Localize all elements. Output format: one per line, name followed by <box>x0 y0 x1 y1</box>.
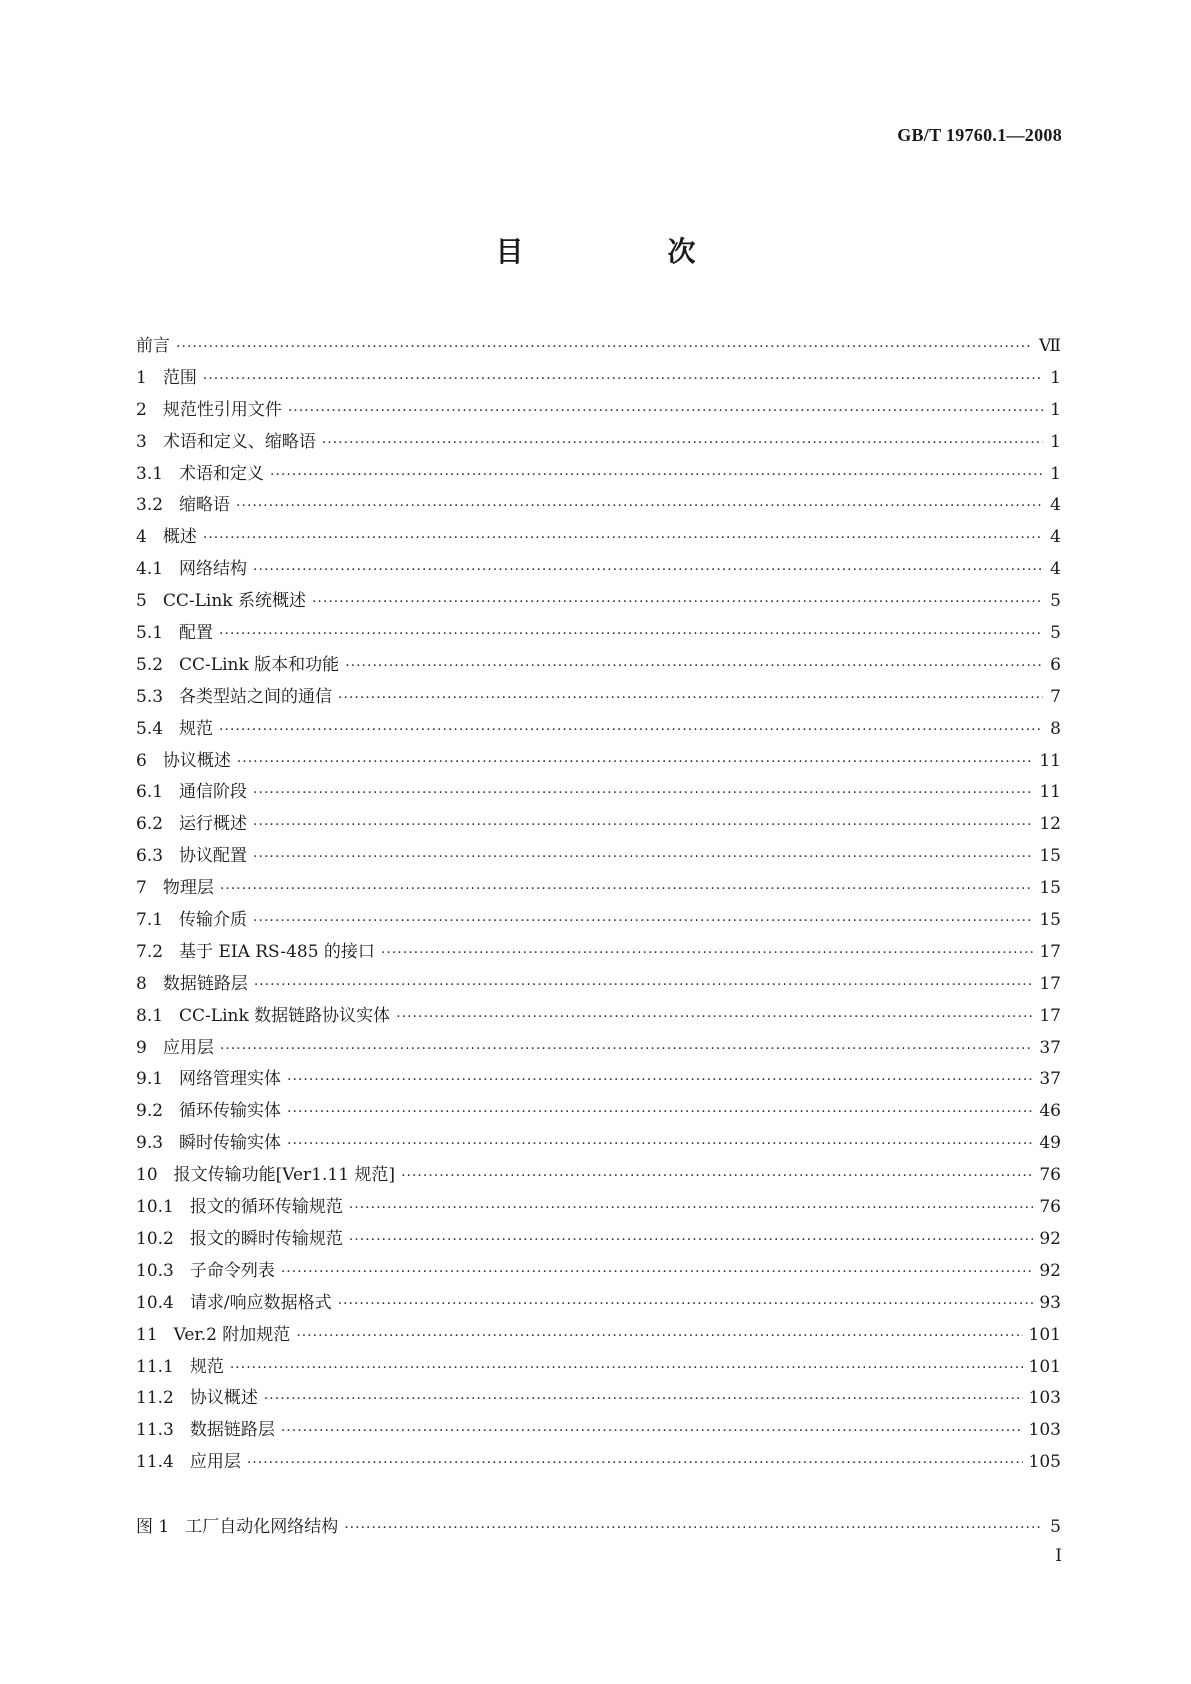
toc-entry-number: 7.1 <box>136 910 164 931</box>
toc-entry[interactable] <box>136 1001 1061 1033</box>
dot-leader <box>253 849 1033 865</box>
toc-entry-label: 各类型站之间的通信 <box>179 686 333 707</box>
toc-entry-label: 基于 EIA RS-485 的接口 <box>179 941 375 962</box>
toc-entry[interactable] <box>136 490 1061 522</box>
dot-leader <box>254 977 1034 993</box>
dot-leader <box>349 1232 1034 1248</box>
figure-entry-number: 图 1 <box>136 1517 170 1537</box>
toc-entry-page: 76 <box>1039 1197 1061 1218</box>
toc-entry-label: CC-Link 数据链路协议实体 <box>179 1005 391 1026</box>
toc-entry-page: 17 <box>1039 941 1061 962</box>
toc-entry-page: 103 <box>1028 1388 1061 1409</box>
toc-entry-page: 17 <box>1039 1005 1061 1026</box>
dot-leader <box>312 594 1043 610</box>
toc-entry-page: 101 <box>1028 1356 1061 1377</box>
toc-entry-number: 11.4 <box>136 1452 174 1473</box>
toc-entry-number: 3.2 <box>136 495 164 516</box>
dot-leader <box>237 754 1034 770</box>
toc-entry-number: 7.2 <box>136 941 164 962</box>
dot-leader <box>349 1200 1034 1216</box>
toc-entry[interactable] <box>136 873 1061 905</box>
dot-leader <box>345 658 1043 674</box>
toc-entry-label: 缩略语 <box>179 495 231 516</box>
toc-entry-label: 物理层 <box>162 878 214 899</box>
figure-entry-page: 5 <box>1050 1517 1061 1537</box>
toc-entry-label: 协议概述 <box>189 1388 258 1409</box>
toc-entry-label: CC-Link 系统概述 <box>162 591 306 612</box>
toc-entry[interactable] <box>136 1160 1061 1192</box>
toc-entry-label: 报文的瞬时传输规范 <box>189 1228 343 1249</box>
toc-entry-number: 6 <box>136 750 147 771</box>
dot-leader <box>264 1391 1023 1407</box>
toc-entry[interactable] <box>136 841 1061 873</box>
toc-entry[interactable] <box>136 586 1061 618</box>
toc-entry-number: 10.2 <box>136 1228 174 1249</box>
toc-entry-label: 网络结构 <box>179 559 248 580</box>
dot-leader <box>322 435 1043 451</box>
toc-entry[interactable] <box>136 363 1061 395</box>
toc-entry-number: 5.4 <box>136 718 164 739</box>
toc-entry-number: 9.3 <box>136 1133 164 1154</box>
toc-entry-label: 规范 <box>179 718 214 739</box>
toc-entry-number: 4.1 <box>136 559 164 580</box>
toc-entry-page: 92 <box>1039 1228 1061 1249</box>
standard-code: GB/T 19760.1—2008 <box>897 125 1062 145</box>
toc-entry-label: 报文传输功能[Ver1.11 规范] <box>173 1165 396 1186</box>
toc-entry-number: 7 <box>136 878 147 899</box>
toc-entry[interactable] <box>136 1320 1061 1352</box>
toc-entry-number: 4 <box>136 527 147 548</box>
toc-entry-number: 6.1 <box>136 782 164 803</box>
toc-entry-number: 10 <box>136 1165 158 1186</box>
figure-entry[interactable] <box>136 1512 1061 1544</box>
toc-entry-label: 术语和定义 <box>179 463 265 484</box>
toc-entry-page: 93 <box>1039 1292 1061 1313</box>
dot-leader <box>230 1360 1023 1376</box>
dot-leader <box>247 1455 1023 1471</box>
toc-entry-label: 前言 <box>136 336 170 356</box>
toc-entry[interactable] <box>136 682 1061 714</box>
toc-entry[interactable] <box>136 522 1061 554</box>
toc-entry-number: 10.3 <box>136 1260 174 1281</box>
toc-entry-label: 子命令列表 <box>189 1260 275 1281</box>
toc-entry-number: 11.3 <box>136 1420 174 1441</box>
dot-leader <box>203 371 1043 387</box>
toc-entry-number: 8.1 <box>136 1005 164 1026</box>
toc-entry-number: 6.3 <box>136 846 164 867</box>
table-of-contents <box>136 331 1061 1479</box>
toc-entry[interactable] <box>136 905 1061 937</box>
toc-entry-page: 4 <box>1050 495 1061 516</box>
figure-list <box>136 1512 1061 1544</box>
toc-entry-page: 1 <box>1050 399 1061 420</box>
toc-entry-number: 10.1 <box>136 1197 174 1218</box>
toc-entry-label: 规范 <box>189 1356 224 1377</box>
dot-leader <box>287 1136 1033 1152</box>
toc-entry-page: Ⅶ <box>1039 336 1061 356</box>
toc-entry-number: 9.2 <box>136 1101 164 1122</box>
toc-entry-label: 网络管理实体 <box>179 1069 282 1090</box>
toc-entry[interactable] <box>136 459 1061 491</box>
toc-entry-label: 规范性引用文件 <box>162 399 282 420</box>
toc-entry-label: 数据链路层 <box>189 1420 275 1441</box>
page-title: 目 次 <box>495 235 754 268</box>
toc-entry-number: 8 <box>136 973 147 994</box>
dot-leader <box>219 626 1043 642</box>
toc-entry[interactable] <box>136 1192 1061 1224</box>
toc-entry[interactable] <box>136 1415 1061 1447</box>
toc-entry-label: 通信阶段 <box>179 782 248 803</box>
toc-entry-page: 1 <box>1050 367 1061 388</box>
toc-entry-page: 46 <box>1039 1101 1061 1122</box>
toc-entry-page: 15 <box>1039 910 1061 931</box>
toc-entry-number: 1 <box>136 367 147 388</box>
toc-entry-number: 5 <box>136 591 147 612</box>
toc-entry-number: 5.3 <box>136 686 164 707</box>
toc-entry-label: 应用层 <box>162 1037 214 1058</box>
dot-leader <box>253 913 1033 929</box>
toc-entry-label: 请求/响应数据格式 <box>189 1292 332 1313</box>
toc-entry[interactable] <box>136 618 1061 650</box>
dot-leader <box>281 1423 1023 1439</box>
dot-leader <box>288 403 1043 419</box>
dot-leader <box>236 498 1043 514</box>
toc-entry[interactable] <box>136 1288 1061 1320</box>
toc-entry-label: 范围 <box>162 367 197 388</box>
page-number: Ⅰ <box>1055 1546 1062 1566</box>
toc-entry-number: 9.1 <box>136 1069 164 1090</box>
dot-leader <box>220 1041 1034 1057</box>
toc-entry-page: 92 <box>1039 1260 1061 1281</box>
dot-leader <box>253 817 1033 833</box>
toc-entry[interactable] <box>136 714 1061 746</box>
dot-leader <box>338 690 1043 706</box>
toc-entry-label: 运行概述 <box>179 814 248 835</box>
toc-entry-page: 15 <box>1039 846 1061 867</box>
toc-entry-number: 5.2 <box>136 654 164 675</box>
toc-entry[interactable] <box>136 937 1061 969</box>
toc-entry-number: 3 <box>136 431 147 452</box>
toc-entry-page: 37 <box>1039 1037 1061 1058</box>
toc-entry-page: 7 <box>1050 686 1061 707</box>
toc-entry-page: 37 <box>1039 1069 1061 1090</box>
toc-entry-label: 协议概述 <box>162 750 231 771</box>
toc-entry-number: 3.1 <box>136 463 164 484</box>
dot-leader <box>344 1520 1043 1536</box>
toc-entry[interactable] <box>136 427 1061 459</box>
toc-entry-page: 5 <box>1050 591 1061 612</box>
toc-entry-number: 11 <box>136 1324 158 1345</box>
dot-leader <box>287 1072 1033 1088</box>
toc-entry-label: 协议配置 <box>179 846 248 867</box>
dot-leader <box>203 530 1043 546</box>
toc-entry-page: 8 <box>1050 718 1061 739</box>
toc-entry[interactable] <box>136 650 1061 682</box>
toc-entry-page: 17 <box>1039 973 1061 994</box>
toc-entry-label: 传输介质 <box>179 910 248 931</box>
toc-entry[interactable] <box>136 554 1061 586</box>
dot-leader <box>281 1264 1034 1280</box>
dot-leader <box>338 1296 1034 1312</box>
toc-entry[interactable] <box>136 1447 1061 1479</box>
toc-entry-label: 报文的循环传输规范 <box>189 1197 343 1218</box>
toc-entry[interactable] <box>136 1096 1061 1128</box>
toc-entry[interactable] <box>136 1224 1061 1256</box>
dot-leader <box>401 1168 1033 1184</box>
toc-entry[interactable] <box>136 1128 1061 1160</box>
toc-entry-number: 5.1 <box>136 623 164 644</box>
toc-entry-page: 1 <box>1050 463 1061 484</box>
toc-entry-page: 4 <box>1050 527 1061 548</box>
toc-entry-page: 11 <box>1039 782 1061 803</box>
toc-entry-number: 6.2 <box>136 814 164 835</box>
toc-entry-label: 瞬时传输实体 <box>179 1133 282 1154</box>
dot-leader <box>381 945 1033 961</box>
toc-entry[interactable] <box>136 1383 1061 1415</box>
toc-entry-number: 11.2 <box>136 1388 174 1409</box>
toc-entry-page: 15 <box>1039 878 1061 899</box>
toc-entry[interactable] <box>136 331 1061 363</box>
toc-entry-number: 10.4 <box>136 1292 174 1313</box>
toc-entry-label: 应用层 <box>189 1452 241 1473</box>
toc-entry[interactable] <box>136 1064 1061 1096</box>
toc-entry-page: 1 <box>1050 431 1061 452</box>
toc-entry[interactable] <box>136 1352 1061 1384</box>
toc-entry-page: 101 <box>1028 1324 1061 1345</box>
toc-entry-number: 9 <box>136 1037 147 1058</box>
toc-entry-page: 6 <box>1050 654 1061 675</box>
toc-entry-page: 11 <box>1039 750 1061 771</box>
toc-entry-page: 4 <box>1050 559 1061 580</box>
dot-leader <box>176 339 1033 355</box>
toc-entry-page: 103 <box>1028 1420 1061 1441</box>
figure-entry-label: 工厂自动化网络结构 <box>185 1517 339 1537</box>
toc-entry-page: 12 <box>1039 814 1061 835</box>
toc-entry[interactable] <box>136 746 1061 778</box>
toc-entry-number: 11.1 <box>136 1356 174 1377</box>
toc-entry[interactable] <box>136 777 1061 809</box>
toc-entry[interactable] <box>136 1033 1061 1065</box>
toc-entry[interactable] <box>136 395 1061 427</box>
toc-entry-label: 概述 <box>162 527 197 548</box>
toc-entry-label: 循环传输实体 <box>179 1101 282 1122</box>
dot-leader <box>253 785 1033 801</box>
toc-entry-page: 76 <box>1039 1165 1061 1186</box>
toc-entry[interactable] <box>136 969 1061 1001</box>
dot-leader <box>219 722 1043 738</box>
toc-entry-label: 术语和定义、缩略语 <box>162 431 316 452</box>
toc-entry-label: 配置 <box>179 623 214 644</box>
toc-entry-number: 2 <box>136 399 147 420</box>
dot-leader <box>396 1009 1033 1025</box>
toc-entry[interactable] <box>136 809 1061 841</box>
toc-entry-page: 5 <box>1050 623 1061 644</box>
toc-entry-label: 数据链路层 <box>162 973 248 994</box>
dot-leader <box>220 881 1034 897</box>
dot-leader <box>253 562 1043 578</box>
toc-entry-page: 49 <box>1039 1133 1061 1154</box>
toc-entry[interactable] <box>136 1256 1061 1288</box>
dot-leader <box>296 1328 1022 1344</box>
dot-leader <box>287 1104 1033 1120</box>
dot-leader <box>270 467 1043 483</box>
toc-entry-label: CC-Link 版本和功能 <box>179 654 340 675</box>
toc-entry-page: 105 <box>1028 1452 1061 1473</box>
toc-entry-label: Ver.2 附加规范 <box>173 1324 291 1345</box>
